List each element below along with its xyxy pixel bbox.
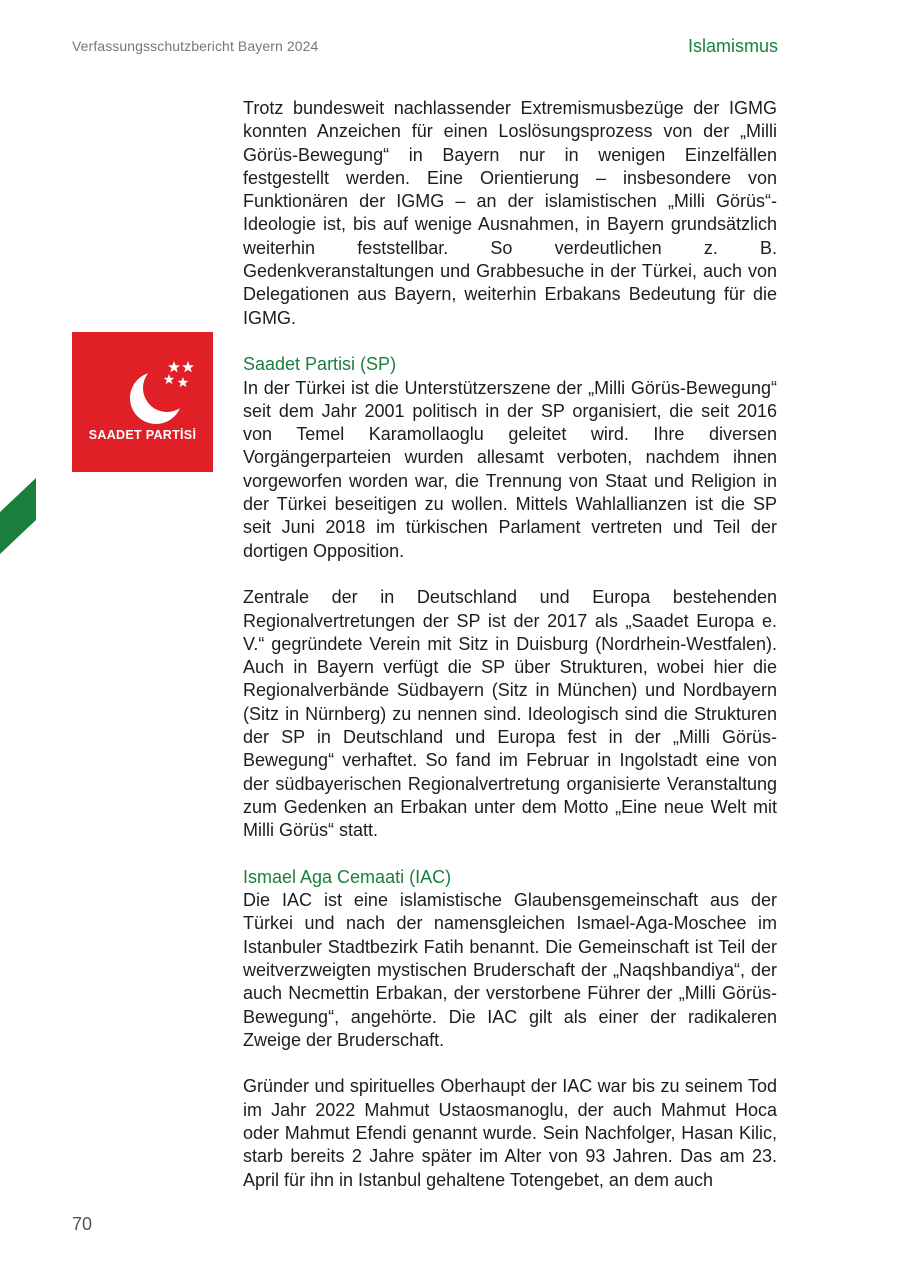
crescent-and-stars-icon <box>72 332 213 472</box>
iac-paragraph-2: Gründer und spirituelles Oberhaupt der IAC war bis zu seinem Tod im Jahr 2022 Mahmut Ustaosmanoglu, der auch Mahmut Hoca oder Mahmut Efendi genannt wurde. Sein Nachfolger, Hasan Kilic, starb bereits 2 Jahre später im Alter von 93 Jahren. Das am 23. April für ihn in Istanbul gehaltene Totengebet, an dem auch <box>243 1076 777 1190</box>
page-number: 70 <box>72 1214 93 1234</box>
section-title: Islamismus <box>687 36 778 56</box>
running-title: Verfassungsschutzbericht Bayern 2024 <box>72 38 319 54</box>
saadet-partisi-logo <box>72 332 213 472</box>
iac-paragraph-1: Die IAC ist eine islamistische Glaubensgemeinschaft aus der Türkei und nach der namensgleichen Ismael-Aga-Moschee im Istanbuler Stadtbezirk Fatih benannt. Die Gemeinschaft ist Teil der weitverzweigten mystischen Bruderschaft der „Naqshbandiya“, der auch Necmettin Erbakan, der verstorbene Führer der „Milli Görüs-Bewegung“, angehörte. Die IAC gilt als einer der radikaleren Zweige der Bruderschaft. <box>243 890 777 1050</box>
sp-heading: Saadet Partisi (SP) <box>243 354 397 375</box>
intro-paragraph: Trotz bundesweit nachlassender Extremismusbezüge der IGMG konnten Anzeichen für einen Loslösungsprozess von der „Milli Görüs-Bewegung“ in Bayern nur in wenigen Einzelfällen festgestellt werden. Eine Orientierung – insbesondere von Funktionären der IGMG – an der islamistischen „Milli Görüs“-Ideologie ist, bis auf wenige Ausnahmen, in Bayern grundsätzlich weiterhin feststellbar. So verdeutlichen z. B. Gedenkveranstaltungen und Grabbesuche in der Türkei, auch von Delegationen aus Bayern, weiterhin Erbakans Bedeutung für die IGMG. <box>243 98 777 328</box>
iac-heading: Ismael Aga Cemaati (IAC) <box>243 866 452 887</box>
section-marker-tab <box>0 478 36 554</box>
sp-paragraph-1: In der Türkei ist die Unterstützerszene der „Milli Görüs-Bewegung“ seit dem Jahr 2001 politisch in der SP organisiert, die seit 2016 von Temel Karamollaoglu geleitet wird. Ihre diversen Vorgängerparteien wurden allesamt verboten, nachdem ihnen vorgeworfen worden war, die Trennung von Staat und Religion in der Türkei beseitigen zu wollen. Mittels Wahlallianzen ist die SP seit Juni 2018 im türkischen Parlament vertreten und Teil der dortigen Opposition. <box>243 377 777 561</box>
logo-text: SAADET PARTİSİ <box>88 428 197 442</box>
sp-paragraph-2: Zentrale der in Deutschland und Europa bestehenden Regionalvertretungen der SP ist der 2017 als „Saadet Europa e. V.“ gegründete Verein mit Sitz in Duisburg (Nordrhein-Westfalen). Auch in Bayern verfügt die SP über Strukturen, wobei hier die Regionalverbände Südbayern (Sitz in München) und Nordbayern (Sitz in Nürnberg) zu nennen sind. Ideologisch sind die Strukturen der SP in Deutschland und Europa fest in der „Milli Görüs-Bewegung“ verhaftet. So fand im Februar in Ingolstadt eine von der südbayerischen Regionalvertretung organisierte Veranstaltung zum Gedenken an Erbakan unter dem Motto „Eine neue Welt mit Milli Görüs“ statt. <box>243 587 777 841</box>
main-text <box>243 97 777 1192</box>
